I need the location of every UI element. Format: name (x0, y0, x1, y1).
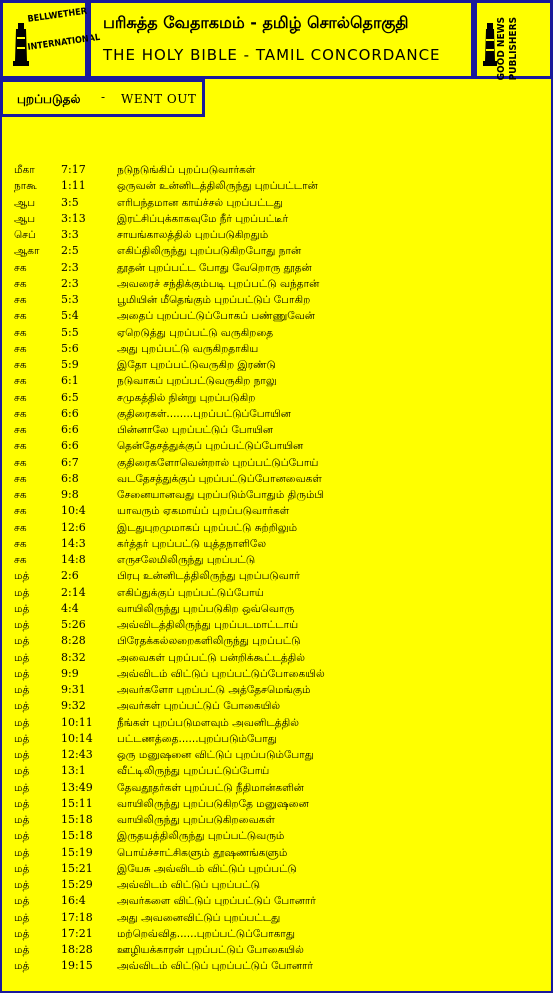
lighthouse-icon (483, 21, 497, 67)
list-item (14, 438, 544, 454)
entry-text: அது அவனைவிட்டுப் புறப்பட்டது (117, 911, 281, 924)
list-item (14, 455, 544, 471)
entry-text: அவர்களை விட்டுப் புறப்பட்டுப் போனார் (117, 895, 316, 908)
entry-book: மத் (14, 570, 30, 583)
entry-reference: 13:49 (61, 780, 93, 794)
entry-reference: 5:6 (61, 341, 79, 355)
list-item (14, 861, 544, 877)
entry-text: அது புறப்பட்டு வருகிறதாகிய (117, 342, 259, 355)
list-item (14, 650, 544, 666)
entry-book: மத் (14, 944, 30, 956)
entry-book: சக (14, 521, 27, 534)
entry-text: அவர்களோ புறப்பட்டு அத்தேசமெங்கும் (117, 684, 311, 696)
list-item (14, 812, 544, 828)
entry-book: சக (14, 342, 27, 355)
entry-book: சக (14, 310, 27, 323)
entry-book: மத் (14, 602, 30, 615)
entry-reference: 9:9 (61, 666, 79, 680)
section-separator: - (101, 90, 106, 104)
entry-book: சக (14, 294, 27, 306)
entry-book: மத் (14, 781, 30, 794)
entry-reference: 2:3 (61, 276, 79, 290)
entry-reference: 5:3 (61, 293, 79, 306)
entry-text: இதோ புறப்பட்டுவருகிற இரண்டு (117, 359, 276, 371)
entry-text: நடுவாகப் புறப்பட்டுவருகிற நாலு (117, 375, 277, 388)
list-item (14, 828, 544, 844)
entry-reference: 3:3 (61, 228, 79, 241)
entry-reference: 15:29 (61, 878, 93, 891)
goodnews-logo (474, 0, 553, 79)
entry-reference: 8:28 (61, 634, 86, 648)
entry-text: எரிபந்தமான காய்ச்சல் புறப்பட்டது (117, 196, 283, 209)
entry-reference: 15:18 (61, 813, 93, 826)
entry-reference: 14:8 (61, 553, 86, 566)
bellwether-logo (0, 0, 101, 79)
entry-reference: 6:1 (61, 374, 79, 388)
entry-text: எகிப்திலிருந்து புறப்படுகிறபோது நான் (117, 245, 302, 258)
entry-book: சக (14, 489, 27, 501)
entry-text: குதிரைகளோவென்றால் புறப்பட்டுப்போய் (117, 456, 319, 469)
entry-reference: 6:6 (61, 423, 79, 436)
entry-book: மத் (14, 667, 30, 680)
entry-book: மத் (14, 846, 30, 859)
entry-reference: 3:13 (61, 211, 86, 225)
entry-text: இயேசு அவ்விடம் விட்டுப் புறப்பட்டு (117, 862, 297, 875)
entry-book: மத் (14, 749, 30, 761)
entry-book: மத் (14, 814, 30, 826)
concordance-list (14, 162, 544, 975)
entry-reference: 3:5 (61, 195, 79, 209)
entry-book: மத் (14, 960, 30, 973)
entry-book: சக (14, 391, 27, 404)
entry-book: மத் (14, 716, 30, 729)
entry-book: சக (14, 456, 27, 469)
list-item (14, 910, 544, 926)
title-banner (88, 0, 474, 79)
entry-text: தென்தேசத்துக்குப் புறப்பட்டுப்போயின (117, 440, 304, 453)
entry-text: சேனையானவது புறப்படும்போதும் திரும்பி (117, 489, 324, 501)
entry-reference: 19:15 (61, 959, 93, 973)
entry-text: ஒருவன் உன்னிடத்திலிருந்து புறப்பட்டான் (117, 180, 318, 193)
entry-reference: 15:18 (61, 829, 93, 843)
entry-reference: 15:21 (61, 861, 93, 875)
entry-text: கர்த்தர் புறப்பட்டு யுத்தநாளிலே (117, 537, 267, 550)
entry-book: மீகா (14, 164, 35, 176)
list-item (14, 357, 544, 373)
list-item (14, 698, 544, 714)
list-item (14, 503, 544, 519)
entry-reference: 5:5 (61, 325, 79, 339)
entry-text: பட்டணத்தை......புறப்படும்போது (117, 732, 277, 745)
entry-reference: 9:8 (61, 488, 79, 501)
entry-book: நாகூ (14, 180, 37, 193)
entry-text: யாவரும் ஏகமாய்ப் புறப்படுவார்கள் (117, 505, 290, 518)
entry-book: மத் (14, 879, 30, 891)
entry-text: வடதேசத்துக்குப் புறப்பட்டுப்போனவைகள் (117, 472, 322, 485)
entry-text: இருதயத்திலிருந்து புறப்பட்டுவரும் (117, 830, 285, 843)
entry-book: சக (14, 505, 27, 518)
entry-reference: 13:1 (61, 764, 86, 778)
entry-text: ஏறெடுத்து புறப்பட்டு வருகிறதை (117, 326, 274, 339)
entry-reference: 7:17 (61, 163, 86, 176)
entry-book: சக (14, 440, 27, 453)
list-item (14, 845, 544, 861)
entry-reference: 12:43 (61, 748, 93, 761)
entry-book: மத் (14, 651, 30, 664)
list-item (14, 520, 544, 536)
entry-text: பிரேதக்கல்லறைகளிலிருந்து புறப்பட்டு (117, 635, 301, 648)
entry-book: சக (14, 277, 27, 290)
entry-reference: 10:4 (61, 504, 86, 518)
entry-reference: 18:28 (61, 943, 93, 956)
entry-reference: 2:6 (61, 569, 79, 583)
list-item (14, 715, 544, 731)
entry-text: சமுகத்தில் நின்று புறப்படுகிற (117, 391, 256, 404)
entry-book: சக (14, 326, 27, 339)
entry-text: அவ்விடம் விட்டுப் புறப்பட்டுப்போகையில் (117, 667, 325, 680)
entry-book: மத் (14, 586, 30, 599)
list-item (14, 926, 544, 942)
list-item (14, 666, 544, 682)
entry-reference: 6:8 (61, 471, 79, 485)
list-item (14, 780, 544, 796)
entry-text: அவைகள் புறப்பட்டு பன்றிக்கூட்டத்தில் (117, 651, 305, 664)
entry-reference: 17:21 (61, 926, 93, 940)
entry-book: ஆப (14, 196, 36, 209)
entry-reference: 15:11 (61, 796, 93, 810)
entry-book: மத் (14, 732, 30, 745)
list-item (14, 893, 544, 909)
entry-text: அதைப் புறப்பட்டுப்போகப் பண்ணுவேன் (117, 310, 315, 323)
entry-reference: 2:3 (61, 260, 79, 274)
entry-text: எருசலேமிலிருந்து புறப்பட்டு (117, 554, 256, 566)
entry-text: அவர்கள் புறப்பட்டுப் போகையில் (117, 700, 281, 713)
entry-text: வாயிலிருந்து புறப்படுகிறவைகள் (117, 814, 275, 826)
entry-text: சாயங்காலத்தில் புறப்படுகிறதும் (117, 229, 269, 241)
entry-book: செப் (14, 229, 36, 241)
list-item (14, 633, 544, 649)
list-item (14, 747, 544, 763)
entry-reference: 8:32 (61, 650, 86, 664)
entry-text: அவ்விடம் விட்டுப் புறப்பட்டு (117, 879, 260, 891)
entry-book: மத் (14, 700, 30, 713)
entry-reference: 10:11 (61, 715, 93, 729)
list-item (14, 601, 544, 617)
list-item (14, 211, 544, 227)
list-item (14, 195, 544, 211)
entry-book: ஆப (14, 212, 36, 225)
entry-text: வாயிலிருந்து புறப்படுகிற ஒவ்வொரு (117, 602, 295, 615)
entry-reference: 5:4 (61, 309, 79, 323)
entry-book: மத் (14, 619, 30, 631)
list-item (14, 877, 544, 893)
entry-reference: 1:11 (61, 179, 86, 193)
entry-reference: 4:4 (61, 601, 79, 615)
entry-text: அவ்விடத்திலிருந்து புறப்படமாட்டாய் (117, 619, 299, 631)
list-item (14, 260, 544, 276)
entry-text: நடுநடுங்கிப் புறப்படுவார்கள் (117, 164, 256, 176)
entry-book: சக (14, 261, 27, 274)
entry-book: சக (14, 554, 27, 566)
entry-reference: 6:5 (61, 390, 79, 404)
entry-book: மத் (14, 862, 30, 875)
title-english: THE HOLY BIBLE - TAMIL CONCORDANCE (103, 46, 441, 64)
list-item (14, 162, 544, 178)
list-item (14, 585, 544, 601)
list-item (14, 568, 544, 584)
entry-reference: 10:14 (61, 731, 93, 745)
entry-reference: 9:32 (61, 699, 86, 713)
entry-text: பின்னாலே புறப்பட்டுப் போயின (117, 424, 274, 436)
list-item (14, 292, 544, 308)
list-item (14, 487, 544, 503)
section-title-english: WENT OUT (121, 92, 197, 106)
entry-text: பிரபு உன்னிடத்திலிருந்து புறப்படுவார் (117, 570, 300, 583)
list-item (14, 406, 544, 422)
list-item (14, 471, 544, 487)
list-item (14, 178, 544, 194)
entry-text: ஒரு மனுஷனை விட்டுப் புறப்படும்போது (117, 749, 314, 761)
entry-reference: 6:7 (61, 455, 79, 469)
entry-book: சக (14, 375, 27, 388)
entry-reference: 2:14 (61, 585, 86, 599)
entry-book: சக (14, 537, 27, 550)
entry-book: மத் (14, 927, 30, 940)
entry-text: அவரைச் சந்திக்கும்படி புறப்பட்டு வந்தான் (117, 277, 320, 290)
entry-reference: 16:4 (61, 894, 86, 908)
entry-text: அவ்விடம் விட்டுப் புறப்பட்டுப் போனார் (117, 960, 314, 973)
list-item (14, 617, 544, 633)
entry-reference: 2:5 (61, 244, 79, 258)
entry-text: வாயிலிருந்து புறப்படுகிறதே மனுஷனை (117, 797, 309, 810)
entry-reference: 5:26 (61, 618, 86, 631)
list-item (14, 958, 544, 974)
list-item (14, 227, 544, 243)
left-logo-line2: INTERNATIONAL (27, 32, 101, 53)
entry-text: இரட்சிப்புக்காகவுமே நீர் புறப்பட்டீர் (117, 212, 289, 225)
entry-book: மத் (14, 765, 30, 778)
section-heading (0, 79, 205, 117)
entry-reference: 17:18 (61, 910, 93, 924)
entry-text: இடதுபுறமுமாகப் புறப்பட்டு சுற்றிலும் (117, 521, 298, 534)
entry-book: மத் (14, 797, 30, 810)
entry-text: மற்றெவ்வித......புறப்பட்டுப்போகாது (117, 927, 295, 940)
entry-reference: 5:9 (61, 358, 79, 371)
list-item (14, 942, 544, 958)
list-item (14, 422, 544, 438)
entry-book: மத் (14, 895, 30, 908)
entry-text: எகிப்துக்குப் புறப்பட்டுப்போய் (117, 586, 264, 599)
list-item (14, 536, 544, 552)
entry-book: மத் (14, 830, 30, 843)
entry-text: நீங்கள் புறப்படுமளவும் அவனிடத்தில் (117, 716, 299, 729)
entry-reference: 15:19 (61, 845, 93, 859)
left-logo-line1: BELLWETHER (27, 6, 88, 25)
list-item (14, 308, 544, 324)
entry-book: ஆகா (14, 245, 40, 258)
list-item (14, 763, 544, 779)
entry-text: தேவதூதர்கள் புறப்பட்டு நீதிமான்களின் (117, 781, 304, 794)
entry-text: தூதன் புறப்பட்ட போது வேறொரு தூதன் (117, 261, 312, 274)
entry-book: சக (14, 472, 27, 485)
list-item (14, 373, 544, 389)
right-logo-line2: PUBLISHERS (508, 17, 519, 81)
list-item (14, 243, 544, 259)
list-item (14, 682, 544, 698)
title-tamil: பரிசுத்த வேதாகமம் - தமிழ் சொல்தொகுதி (103, 13, 409, 32)
entry-reference: 6:6 (61, 406, 79, 420)
entry-text: பூமியின் மீதெங்கும் புறப்பட்டுப் போகிற (117, 294, 311, 306)
entry-reference: 9:31 (61, 683, 86, 696)
entry-book: சக (14, 407, 27, 420)
list-item (14, 341, 544, 357)
entry-text: பொய்ச்சாட்சிகளும் தூஷணங்களும் (117, 846, 288, 859)
list-item (14, 796, 544, 812)
list-item (14, 731, 544, 747)
entry-text: குதிரைகள்........புறப்பட்டுப்போயின (117, 407, 291, 420)
entry-reference: 14:3 (61, 536, 86, 550)
entry-text: வீட்டிலிருந்து புறப்பட்டுப்போய் (117, 765, 270, 778)
entry-book: மத் (14, 911, 30, 924)
entry-reference: 12:6 (61, 520, 86, 534)
entry-reference: 6:6 (61, 439, 79, 453)
list-item (14, 325, 544, 341)
entry-book: சக (14, 359, 27, 371)
entry-book: சக (14, 424, 27, 436)
entry-book: மத் (14, 635, 30, 648)
list-item (14, 552, 544, 568)
section-title-tamil: புறப்படுதல் (17, 92, 81, 106)
entry-text: ஊழியக்காரன் புறப்பட்டுப் போகையில் (117, 944, 304, 956)
right-logo-line1: GOOD NEWS (496, 17, 507, 81)
list-item (14, 276, 544, 292)
list-item (14, 390, 544, 406)
entry-book: மத் (14, 684, 30, 696)
